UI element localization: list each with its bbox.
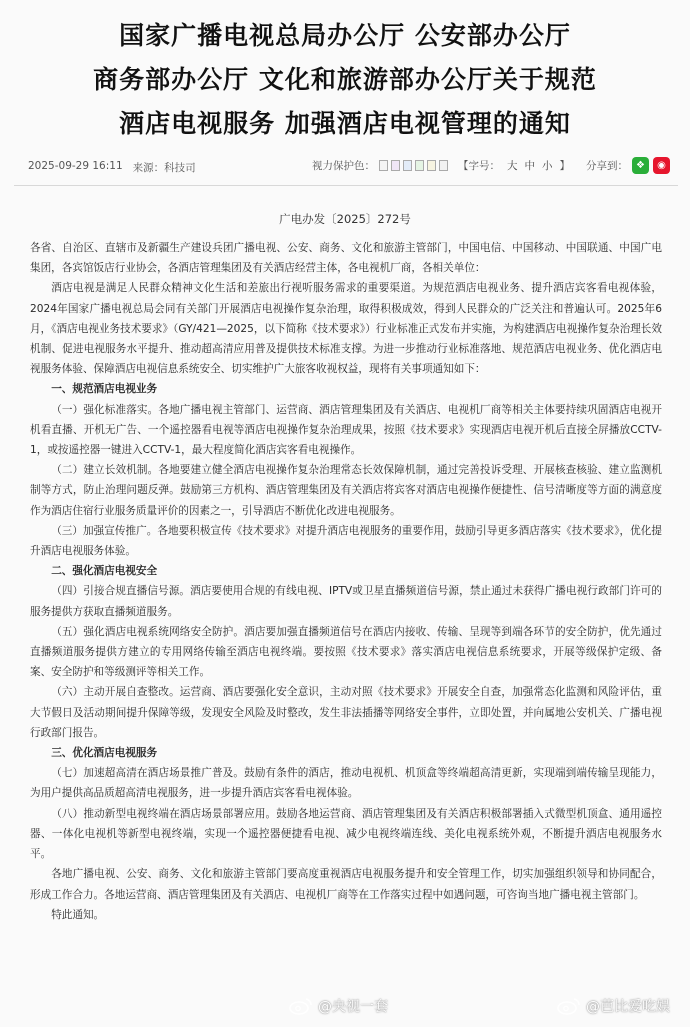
swatch-color-5[interactable] bbox=[427, 160, 436, 171]
addressee-paragraph: 各省、自治区、直辖市及新疆生产建设兵团广播电视、公安、商务、文化和旅游主管部门，中国电信、中国移动、中国联通、中国广电集团，各宾馆饭店行业协会，各酒店管理集团及有关酒店经营主体，各电视机厂商，各相关单位： bbox=[30, 242, 662, 275]
meta-left bbox=[28, 160, 196, 175]
font-size-small-button[interactable]: 小 bbox=[542, 160, 553, 172]
final-notice: 特此通知。 bbox=[51, 908, 105, 921]
closing-paragraph: 各地广播电视、公安、商务、文化和旅游主管部门要高度重视酒店电视服务提升和安全管理工作，切实加强组织领导和协同配合，形成工作合力。各地运营商、酒店管理集团及有关酒店、电视机厂商等在工作落实过程中如遇问题，可咨询当地广播电视主管部门。 bbox=[30, 868, 662, 901]
paragraph-4: （四）引接合规直播信号源。酒店要使用合规的有线电视、IPTV或卫星直播频道信号源，禁止通过未获得广播电视行政部门许可的服务提供方获取直播频道服务。 bbox=[30, 585, 662, 618]
font-size-label: 【字号： bbox=[458, 160, 500, 172]
eye-protect-swatches bbox=[379, 160, 448, 171]
swatch-color-4[interactable] bbox=[415, 160, 424, 171]
paragraph-8: （八）推动新型电视终端在酒店场景部署应用。鼓励各地运营商、酒店管理集团及有关酒店积极部署插入式微型机顶盒、通用遥控器、一体化电视机等新型电视终端，实现一个遥控器便捷看电视、减少电视终端连线、美化电视系统外观，不断提升酒店电视服务水平。 bbox=[30, 807, 662, 861]
weibo-share-icon[interactable]: ◉ bbox=[653, 157, 670, 174]
swatch-color-1[interactable] bbox=[379, 160, 388, 171]
paragraph-6: （六）主动开展自查整改。运营商、酒店要强化安全意识，主动对照《技术要求》开展安全自查，加强常态化监测和风险评估，重大节假日及活动期间提升保障等级，发现安全风险及时整改，发生非法插播等网络安全事件，立即处置，并向属地公安机关、广播电视行政部门报告。 bbox=[30, 686, 662, 739]
title-line-1: 国家广播电视总局办公厅 公安部办公厅 bbox=[119, 21, 571, 50]
source-label: 来源：科技司 bbox=[132, 162, 196, 174]
document-number: 广电办发〔2025〕272号 bbox=[279, 212, 411, 226]
section-heading-2: 二、强化酒店电视安全 bbox=[51, 565, 158, 578]
weibo-watermark-icon bbox=[288, 996, 314, 1016]
watermark-right-text: @芭比爱吃娱 bbox=[586, 999, 670, 1015]
section-heading-1: 一、规范酒店电视业务 bbox=[51, 383, 158, 396]
swatch-color-3[interactable] bbox=[403, 160, 412, 171]
paragraph-2: （二）建立长效机制。各地要建立健全酒店电视操作复杂治理常态长效保障机制，通过完善投诉受理、开展核查核验、建立监测机制等方式，防止治理问题反弹。鼓励第三方机构、酒店管理集团及有关酒店将宾客对酒店电视操作便捷性、信号清晰度等方面的满意度作为酒店住宿行业服务质量评价的因素之一，引导酒店不断优化改进电视服务。 bbox=[30, 464, 662, 517]
article-meta-bar bbox=[14, 152, 678, 186]
article-title bbox=[0, 14, 690, 146]
article-body bbox=[30, 238, 662, 925]
watermark-right bbox=[556, 996, 670, 1016]
font-size-medium-button[interactable]: 中 bbox=[524, 160, 535, 172]
intro-paragraph: 酒店电视是满足人民群众精神文化生活和差旅出行视听服务需求的重要渠道。为规范酒店电视业务、提升酒店宾客看电视体验，2024年国家广播电视总局会同有关部门开展酒店电视操作复杂治理，取得积极成效，得到人民群众的广泛关注和普遍认可。2025年6月，《酒店电视业务技术要求》（GY/421—2025，以下简称《技术要求》）行业标准正式发布并实施，为构建酒店电视操作复杂治理长效机制、促进电视服务水平提升、推动超高清应用普及提供技术标准支撑。为进一步推动行业标准落地、规范酒店电视业务、优化酒店电视服务体验、保障酒店电视信息系统安全、切实维护广大旅客收视权益，现将有关事项通知如下： bbox=[30, 282, 662, 376]
eye-protect-label: 视力保护色： bbox=[312, 160, 375, 172]
title-line-3: 酒店电视服务 加强酒店电视管理的通知 bbox=[119, 109, 571, 138]
title-line-2: 商务部办公厅 文化和旅游部办公厅关于规范 bbox=[93, 65, 597, 94]
paragraph-5: （五）强化酒店电视系统网络安全防护。酒店要加强直播频道信号在酒店内接收、传输、呈现等到端各环节的安全防护，优先通过直播频道服务提供方建立的专用网络传输至酒店电视终端。要按照《技术要求》落实酒店电视信息系统要求，开展等级保护定级、备案、安全防护和等级测评等相关工作。 bbox=[30, 625, 662, 679]
wechat-share-icon[interactable]: ❖ bbox=[632, 157, 649, 174]
swatch-color-2[interactable] bbox=[391, 160, 400, 171]
paragraph-3: （三）加强宣传推广。各地要积极宣传《技术要求》对提升酒店电视服务的重要作用，鼓励引导更多酒店落实《技术要求》，优化提升酒店电视服务体验。 bbox=[30, 524, 662, 558]
font-size-control bbox=[458, 158, 570, 173]
paragraph-1: （一）强化标准落实。各地广播电视主管部门、运营商、酒店管理集团及有关酒店、电视机厂商等相关主体要持续巩固酒店电视开机看直播、开机无广告、一个遥控器看电视等酒店电视操作复杂治理成果，按照《技术要求》实现酒店电视开机后直接全屏播放CCTV-1，或按遥控器一键进入CCTV-1，最大程度简化酒店宾客看电视操作。 bbox=[30, 403, 662, 457]
font-size-close-bracket: 】 bbox=[559, 160, 570, 172]
share-label: 分享到： bbox=[586, 160, 628, 172]
publish-datetime: 2025-09-29 16:11 bbox=[28, 160, 123, 172]
swatch-color-6[interactable] bbox=[439, 160, 448, 171]
watermark-left bbox=[288, 996, 388, 1016]
weibo-watermark-icon bbox=[556, 996, 582, 1016]
section-heading-3: 三、优化酒店电视服务 bbox=[51, 747, 158, 760]
font-size-large-button[interactable]: 大 bbox=[507, 160, 518, 172]
watermark-left-text: @央视一套 bbox=[318, 999, 388, 1015]
meta-right bbox=[312, 157, 670, 174]
paragraph-7: （七）加速超高清在酒店场景推广普及。鼓励有条件的酒店，推动电视机、机顶盒等终端超高清更新，实现端到端传输呈现能力，为用户提供高品质超高清电视服务，进一步提升酒店宾客看电视体验。 bbox=[30, 767, 662, 800]
